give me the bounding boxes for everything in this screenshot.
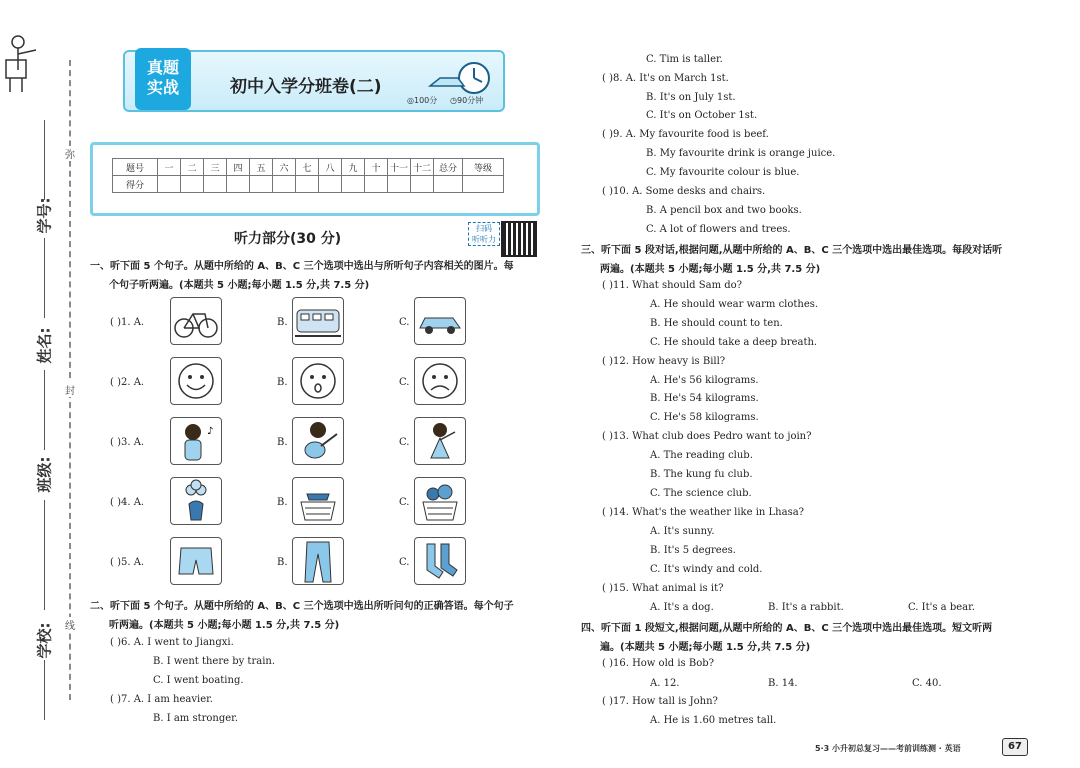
q16-option-b: B. 14. xyxy=(768,678,798,689)
part3-instructions: 三、听下面 5 段对话,根据问题,从题中所给的 A、B、C 三个选项中选出最佳选项。每段对话听 两遍。(本题共 5 小题;每小题 1.5 分,共 7.5 分) xyxy=(581,245,1003,275)
q12-option-b: B. He's 54 kilograms. xyxy=(650,393,759,404)
q11-option-c: C. He should take a deep breath. xyxy=(650,337,818,348)
q14-option-b: B. It's 5 degrees. xyxy=(650,545,736,556)
surprised-face-icon xyxy=(292,357,344,405)
part1-instructions: 一、听下面 5 个句子。从题中所给的 A、B、C 三个选项中选出与所听句子内容相关的图片。每 个句子听两遍。(本题共 5 小题;每小题 1.5 分,共 7.5 分) xyxy=(90,261,514,291)
listening-section-title: 听力部分(30 分) xyxy=(234,231,342,247)
option-b-label: B. xyxy=(277,317,288,328)
table-row: 题号 一 二 三 四 五 六 七 八 九 十 十一 十二 总分 等级 xyxy=(113,159,504,176)
part2-instructions: 二、听下面 5 个句子。从题中所给的 A、B、C 三个选项中选出所听问句的正确答语。每个句子 听两遍。(本题共 5 小题;每小题 1.5 分,共 7.5 分) xyxy=(90,601,514,631)
socks-icon xyxy=(414,537,466,585)
time-info: ◷90分钟 xyxy=(450,96,484,105)
page-title: 初中入学分班卷(二) xyxy=(230,77,382,97)
q6-option-b: B. I went there by train. xyxy=(153,656,276,667)
q16-option-a: A. 12. xyxy=(650,678,680,689)
option-b-label: B. xyxy=(277,557,288,568)
option-c-label: C. xyxy=(399,497,410,508)
q8-option-c: C. It's on October 1st. xyxy=(646,110,758,121)
girl-guitar-icon xyxy=(292,417,344,465)
page-number: 67 xyxy=(1002,738,1028,756)
q10-line: ( )10. A. Some desks and chairs. xyxy=(602,186,766,197)
q7-option-c: C. Tim is taller. xyxy=(646,54,723,65)
q13-option-c: C. The science club. xyxy=(650,488,752,499)
q10-option-b: B. A pencil box and two books. xyxy=(646,205,802,216)
q15-line: ( )15. What animal is it? xyxy=(602,583,724,594)
shirt-basket-icon xyxy=(292,477,344,525)
option-b-label: B. xyxy=(277,437,288,448)
qr-code-icon[interactable] xyxy=(501,221,537,257)
option-b-label: B. xyxy=(277,497,288,508)
q7-line: ( )7. A. I am heavier. xyxy=(110,694,213,705)
q14-option-c: C. It's windy and cold. xyxy=(650,564,763,575)
q11-line: ( )11. What should Sam do? xyxy=(602,280,743,291)
stick-figure-icon xyxy=(2,30,42,100)
girl-singing-icon xyxy=(170,417,222,465)
q12-line: ( )12. How heavy is Bill? xyxy=(602,356,726,367)
q15-option-a: A. It's a dog. xyxy=(650,602,714,613)
question-5-label: ( )5. A. xyxy=(110,557,145,568)
school-label: 学校: xyxy=(35,622,54,659)
svg-text:♪: ♪ xyxy=(207,426,214,437)
q9-line: ( )9. A. My favourite food is beef. xyxy=(602,129,769,140)
option-c-label: C. xyxy=(399,437,410,448)
car-icon xyxy=(414,297,466,345)
train-icon xyxy=(292,297,344,345)
q8-option-b: B. It's on July 1st. xyxy=(646,92,736,103)
option-c-label: C. xyxy=(399,557,410,568)
score-info: ◎100分 xyxy=(407,96,438,105)
girl-dancing-icon xyxy=(414,417,466,465)
q11-option-a: A. He should wear warm clothes. xyxy=(650,299,819,310)
score-table xyxy=(112,158,504,193)
q6-option-c: C. I went boating. xyxy=(153,675,244,686)
option-c-label: C. xyxy=(399,317,410,328)
q6-line: ( )6. A. I went to Jiangxi. xyxy=(110,637,234,648)
q17-line: ( )17. How tall is John? xyxy=(602,696,718,707)
q12-option-a: A. He's 56 kilograms. xyxy=(650,375,759,386)
q13-option-b: B. The kung fu club. xyxy=(650,469,753,480)
q14-line: ( )14. What's the weather like in Lhasa? xyxy=(602,507,805,518)
table-row: 得分 xyxy=(113,176,504,193)
q12-option-c: C. He's 58 kilograms. xyxy=(650,412,759,423)
q15-option-b: B. It's a rabbit. xyxy=(768,602,844,613)
part4-instructions: 四、听下面 1 段短文,根据问题,从题中所给的 A、B、C 三个选项中选出最佳选项。短文听两 遍。(本题共 5 小题;每小题 1.5 分,共 7.5 分) xyxy=(581,623,993,653)
vegetable-basket-icon xyxy=(414,477,466,525)
q15-option-c: C. It's a bear. xyxy=(908,602,975,613)
question-1-label: ( )1. A. xyxy=(110,317,145,328)
q7-option-b: B. I am stronger. xyxy=(153,713,239,724)
q14-option-a: A. It's sunny. xyxy=(650,526,715,537)
name-label: 姓名: xyxy=(35,327,54,364)
smiley-face-icon xyxy=(170,357,222,405)
q11-option-b: B. He should count to ten. xyxy=(650,318,783,329)
student-id-label: 学号: xyxy=(35,197,54,234)
shorts-icon xyxy=(170,537,222,585)
seal-char-xian: 线 xyxy=(64,617,76,632)
q17-option-a: A. He is 1.60 metres tall. xyxy=(650,715,777,726)
q16-option-c: C. 40. xyxy=(912,678,942,689)
q13-option-a: A. The reading club. xyxy=(650,450,753,461)
question-3-label: ( )3. A. xyxy=(110,437,145,448)
seal-char-feng: 封 xyxy=(64,382,76,397)
q9-option-b: B. My favourite drink is orange juice. xyxy=(646,148,836,159)
flower-vase-icon xyxy=(170,477,222,525)
question-4-label: ( )4. A. xyxy=(110,497,145,508)
q9-option-c: C. My favourite colour is blue. xyxy=(646,167,800,178)
seal-char-mi: 弥 xyxy=(64,146,76,161)
question-2-label: ( )2. A. xyxy=(110,377,145,388)
q13-line: ( )13. What club does Pedro want to join? xyxy=(602,431,812,442)
class-label: 班级: xyxy=(35,456,54,493)
trousers-icon xyxy=(292,537,344,585)
q16-line: ( )16. How old is Bob? xyxy=(602,658,714,669)
option-c-label: C. xyxy=(399,377,410,388)
q10-option-c: C. A lot of flowers and trees. xyxy=(646,224,791,235)
q8-line: ( )8. A. It's on March 1st. xyxy=(602,73,729,84)
bicycle-icon xyxy=(170,297,222,345)
stopwatch-icon xyxy=(424,60,498,96)
footer-text: 5·3 小升初总复习——考前训练测 · 英语 xyxy=(815,744,961,753)
option-b-label: B. xyxy=(277,377,288,388)
scan-label: 扫码 听听力 xyxy=(468,222,500,246)
sad-face-icon xyxy=(414,357,466,405)
real-exam-badge: 真题 实战 xyxy=(135,48,191,110)
